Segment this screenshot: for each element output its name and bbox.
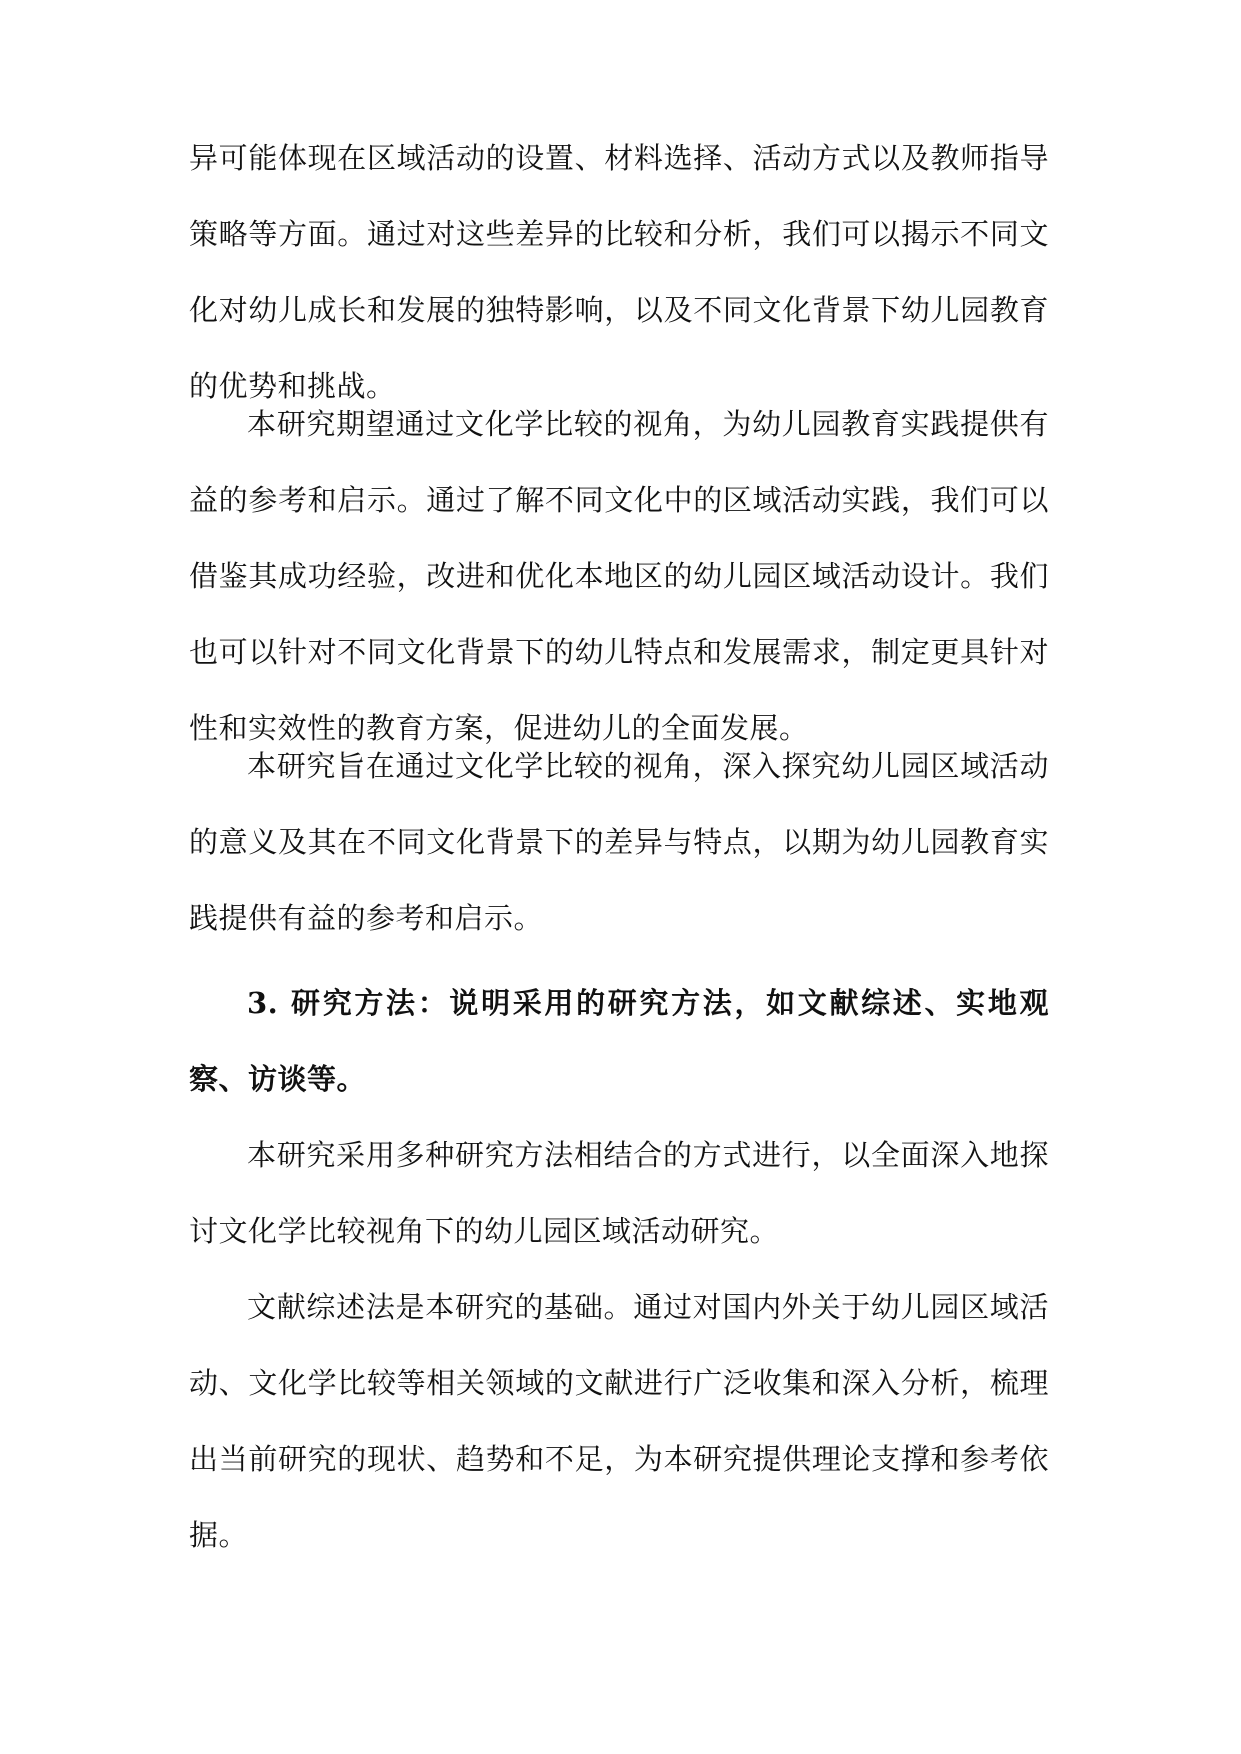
- section-heading-research-methods: 3. 研究方法：说明采用的研究方法，如文献综述、实地观察、访谈等。: [189, 986, 1049, 1096]
- paragraph-research-aim: 本研究旨在通过文化学比较的视角，深入探究幼儿园区域活动的意义及其在不同文化背景下的差异与特点，以期为幼儿园教育实践提供有益的参考和启示。: [189, 749, 1049, 935]
- paragraph-methods-overview: 本研究采用多种研究方法相结合的方式进行，以全面深入地探讨文化学比较视角下的幼儿园区域活动研究。: [189, 1138, 1049, 1248]
- paragraph-research-expectation: 本研究期望通过文化学比较的视角，为幼儿园教育实践提供有益的参考和启示。通过了解不同文化中的区域活动实践，我们可以借鉴其成功经验，改进和优化本地区的幼儿园区域活动设计。我们也可以针对不同文化背景下的幼儿特点和发展需求，制定更具针对性和实效性的教育方案，促进幼儿的全面发展。: [189, 407, 1049, 745]
- paragraph-continued: 异可能体现在区域活动的设置、材料选择、活动方式以及教师指导策略等方面。通过对这些差异的比较和分析，我们可以揭示不同文化对幼儿成长和发展的独特影响，以及不同文化背景下幼儿园教育的优势和挑战。: [189, 141, 1049, 403]
- paragraph-literature-review: 文献综述法是本研究的基础。通过对国内外关于幼儿园区域活动、文化学比较等相关领域的文献进行广泛收集和深入分析，梳理出当前研究的现状、趋势和不足，为本研究提供理论支撑和参考依据。: [189, 1290, 1049, 1552]
